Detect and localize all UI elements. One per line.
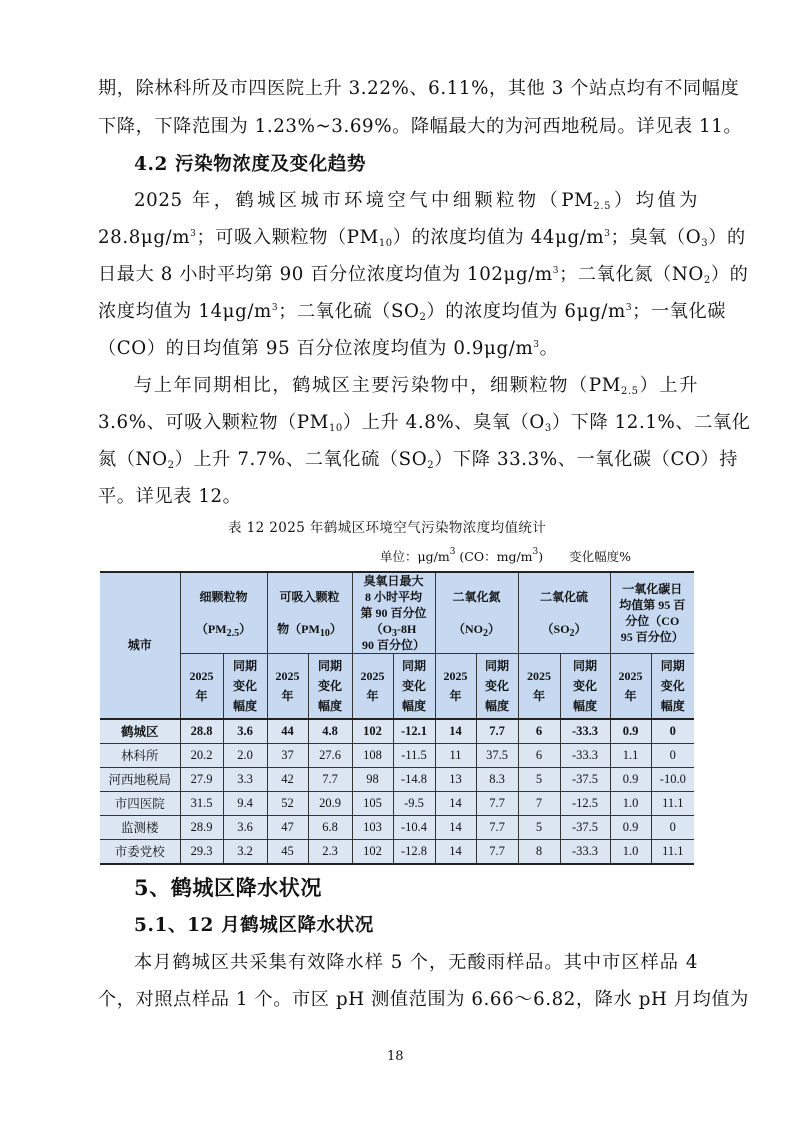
header-pm10	[267, 572, 352, 654]
cell-value: 37.5	[476, 743, 518, 767]
text: 浓度均值为 14μg/m	[98, 301, 272, 322]
text: （O	[370, 622, 392, 636]
cell-value: 0	[651, 719, 694, 744]
cell-value: 52	[267, 791, 308, 815]
text: 幅度	[402, 698, 427, 713]
text: 同期	[402, 658, 427, 673]
text: 年	[624, 688, 637, 703]
cell-value: 11.1	[651, 791, 694, 815]
text: 幅度	[573, 698, 598, 713]
text: 8 小时平均	[365, 590, 423, 604]
text: 2025	[527, 668, 552, 683]
cell-value: 31.5	[180, 791, 223, 815]
cell-value: -12.8	[393, 839, 435, 864]
cell-value: -10.0	[651, 767, 694, 791]
cell-value: 3.3	[223, 767, 267, 791]
cell-value: -37.5	[560, 815, 610, 839]
cell-value: 102	[352, 839, 393, 864]
cell-value: 7.7	[476, 839, 518, 864]
text: 一氧化碳日	[622, 582, 683, 596]
subheader-year	[267, 654, 308, 719]
text: ）	[239, 622, 252, 636]
cell-value: -12.5	[560, 791, 610, 815]
text: 同期	[573, 658, 598, 673]
text: ）的浓度均值为 6μg/m	[426, 301, 626, 322]
cell-value: -11.5	[393, 743, 435, 767]
pollutant-table	[100, 571, 694, 865]
text: （NO	[453, 622, 484, 636]
text: 幅度	[485, 698, 510, 713]
cell-value: 13	[435, 767, 476, 791]
cell-value: -33.3	[560, 839, 610, 864]
text: 幅度	[660, 698, 685, 713]
text: 90 百分位）	[362, 638, 426, 652]
header-city: 城市	[100, 572, 180, 719]
cell-value: 98	[352, 767, 393, 791]
subheader-change	[308, 654, 352, 719]
cell-value: 6	[518, 719, 560, 744]
text: ）上升 4.8%、臭氧（O	[342, 412, 545, 433]
cell-value: 2.0	[223, 743, 267, 767]
superscript: 3	[604, 229, 611, 239]
text: 年	[366, 688, 379, 703]
subheader-year	[610, 654, 651, 719]
text: 分位（CO	[625, 614, 680, 628]
subheader-year	[180, 654, 223, 719]
text: 28.8μg/m	[98, 227, 191, 248]
cell-value: 3.6	[223, 719, 267, 744]
text: 细颗粒物	[199, 590, 248, 604]
text: 日最大 8 小时平均第 90 百分位浓度均值为 102μg/m	[98, 264, 553, 285]
cell-value: 28.8	[180, 719, 223, 744]
text: ）上升 7.7%、二氧化硫（SO	[174, 449, 428, 470]
text: 变化	[485, 678, 510, 693]
cell-value: 0.9	[610, 767, 651, 791]
cell-value: 1.1	[610, 743, 651, 767]
subscript: 10	[328, 423, 343, 434]
superscript: 3	[552, 266, 560, 276]
cell-value: 8	[518, 839, 560, 864]
paragraph-line: 期，除林科所及市四医院上升 3.22%、6.11%，其他 3 个站点均有不同幅度	[98, 78, 740, 99]
subscript: 2	[483, 628, 489, 639]
subheader-change	[651, 654, 694, 719]
header-so2	[518, 572, 610, 654]
subheader-year	[518, 654, 560, 719]
text: ；二氧化硫（SO	[278, 301, 420, 322]
cell-value: 45	[267, 839, 308, 864]
cell-value: -9.5	[393, 791, 435, 815]
text: 年	[533, 688, 546, 703]
text: 2025	[189, 668, 214, 683]
cell-value: 102	[352, 719, 393, 744]
text: 2025	[443, 668, 468, 683]
text: 第 90 百分位	[360, 606, 427, 620]
text: （SO	[541, 622, 570, 636]
subscript: 2	[419, 312, 427, 323]
paragraph-line: 个，对照点样品 1 个。市区 pH 测值范围为 6.66～6.82，降水 pH 月均值为	[98, 989, 749, 1010]
text: 可吸入颗粒	[279, 590, 340, 604]
subscript: 2.5	[226, 628, 240, 639]
text: 变化	[402, 678, 427, 693]
text: 年	[195, 688, 208, 703]
cell-value: 1.0	[610, 791, 651, 815]
section-heading-4-2: 4.2 污染物浓度及变化趋势	[134, 154, 367, 175]
cell-value: -37.5	[560, 767, 610, 791]
text: ）上升	[638, 375, 698, 396]
text: ；臭氧（O	[610, 227, 702, 248]
cell-value: 20.9	[308, 791, 352, 815]
cell-value: 2.3	[308, 839, 352, 864]
subscript: 3	[392, 628, 397, 639]
cell-value: 103	[352, 815, 393, 839]
table-row	[100, 791, 694, 815]
cell-value: 14	[435, 791, 476, 815]
cell-value: 5	[518, 815, 560, 839]
table-row	[100, 743, 694, 767]
cell-value: 6.8	[308, 815, 352, 839]
text: 同期	[232, 658, 257, 673]
paragraph-line: 下降，下降范围为 1.23%~3.69%。降幅最大的为河西地税局。详见表 11。	[98, 116, 743, 137]
subscript: 3	[701, 238, 709, 249]
superscript: 3	[190, 229, 197, 239]
cell-value: 3.6	[223, 815, 267, 839]
text: ）下降 33.3%、一氧化碳（CO）持	[434, 449, 739, 470]
cell-city: 市四医院	[100, 791, 180, 815]
text: ）	[329, 622, 342, 636]
cell-value: 0	[651, 815, 694, 839]
text: 变化幅度%	[569, 549, 632, 564]
cell-value: 20.2	[180, 743, 223, 767]
cell-value: 37	[267, 743, 308, 767]
cell-city: 河西地税局	[100, 767, 180, 791]
text: 幅度	[232, 698, 257, 713]
subscript: 2	[427, 460, 435, 471]
paragraph-line	[134, 190, 698, 212]
cell-value: 7.7	[308, 767, 352, 791]
subheader-change	[393, 654, 435, 719]
superscript: 3	[449, 547, 456, 557]
text: （PM	[195, 622, 227, 636]
text: ；可吸入颗粒物（PM	[196, 227, 379, 248]
text: ）下降 12.1%、二氧化	[551, 412, 751, 433]
text: 95 百分位）	[620, 630, 684, 644]
cell-value: 14	[435, 815, 476, 839]
subscript: 3	[544, 423, 552, 434]
cell-value: -10.4	[393, 815, 435, 839]
cell-value: 29.3	[180, 839, 223, 864]
paragraph-line	[98, 449, 739, 471]
paragraph-line	[98, 301, 727, 323]
text: 同期	[485, 658, 510, 673]
subheader-change	[560, 654, 610, 719]
cell-value: 7	[518, 791, 560, 815]
cell-value: 11.1	[651, 839, 694, 864]
subscript: 2	[167, 460, 175, 471]
cell-value: 44	[267, 719, 308, 744]
text: -8H	[397, 622, 417, 636]
subscript: 10	[378, 238, 393, 249]
cell-value: 14	[435, 719, 476, 744]
text: 均值第 95 百	[619, 598, 686, 612]
text: (CO：mg/m	[455, 549, 533, 564]
cell-value: 9.4	[223, 791, 267, 815]
text: ）的	[710, 264, 749, 285]
cell-value: 11	[435, 743, 476, 767]
cell-value: 47	[267, 815, 308, 839]
subheader-change	[223, 654, 267, 719]
cell-value: 27.6	[308, 743, 352, 767]
subheader-year	[435, 654, 476, 719]
table-caption: 表 12 2025 年鹤城区环境空气污染物浓度均值统计	[228, 520, 547, 536]
paragraph-line	[134, 375, 698, 397]
cell-value: 28.9	[180, 815, 223, 839]
cell-city: 监测楼	[100, 815, 180, 839]
cell-value: 3.2	[223, 839, 267, 864]
text: ）	[574, 622, 587, 636]
text: 变化	[232, 678, 257, 693]
text: 物（PM	[277, 622, 320, 636]
cell-value: 108	[352, 743, 393, 767]
cell-city: 林科所	[100, 743, 180, 767]
cell-value: 0	[651, 743, 694, 767]
text: )	[538, 549, 544, 564]
text: ）均值为	[611, 190, 699, 211]
cell-value: 1.0	[610, 839, 651, 864]
header-pm25	[180, 572, 267, 654]
cell-value: 5	[518, 767, 560, 791]
subheader-change	[476, 654, 518, 719]
paragraph-line	[98, 412, 751, 434]
text: 与上年同期相比，鹤城区主要污染物中，细颗粒物（PM	[134, 375, 621, 396]
cell-value: 27.9	[180, 767, 223, 791]
page-number: 18	[387, 1049, 404, 1064]
text: ）的	[708, 227, 746, 248]
table-row	[100, 839, 694, 864]
table-row	[100, 767, 694, 791]
cell-value: -33.3	[560, 719, 610, 744]
paragraph-line: 本月鹤城区共采集有效降水样 5 个，无酸雨样品。其中市区样品 4	[134, 952, 698, 973]
header-no2	[435, 572, 518, 654]
cell-value: -12.1	[393, 719, 435, 744]
cell-value: 0.9	[610, 815, 651, 839]
cell-value: -33.3	[560, 743, 610, 767]
text: 2025	[275, 668, 300, 683]
paragraph-line	[98, 338, 698, 360]
text: ；二氧化氮（NO	[559, 264, 704, 285]
cell-value: 42	[267, 767, 308, 791]
table-unit-note	[380, 547, 631, 565]
text: 二氧化硫	[540, 590, 589, 604]
text: ；一氧化碳	[632, 301, 727, 322]
cell-value: -14.8	[393, 767, 435, 791]
text: 2025	[618, 668, 643, 683]
subscript: 2.5	[593, 201, 612, 212]
superscript: 3	[532, 547, 539, 557]
cell-value: 7.7	[476, 791, 518, 815]
text: 臭氧日最大	[363, 574, 424, 588]
superscript: 3	[271, 303, 279, 313]
cell-value: 4.8	[308, 719, 352, 744]
paragraph-line: 平。详见表 12。	[98, 486, 242, 507]
cell-value: 7.7	[476, 719, 518, 744]
cell-value: 6	[518, 743, 560, 767]
section-heading-5-1: 5.1、12 月鹤城区降水状况	[134, 915, 374, 936]
subscript: 2	[703, 275, 711, 286]
cell-value: 0.9	[610, 719, 651, 744]
paragraph-line	[98, 264, 749, 286]
cell-city: 市委党校	[100, 839, 180, 864]
text: 变化	[317, 678, 342, 693]
header-co	[610, 572, 694, 654]
text: 年	[281, 688, 294, 703]
text: 二氧化氮	[452, 590, 501, 604]
text: 同期	[317, 658, 342, 673]
table-row	[100, 815, 694, 839]
header-o3	[352, 572, 435, 654]
cell-value: 14	[435, 839, 476, 864]
text: ）	[488, 622, 501, 636]
subscript: 2	[569, 628, 575, 639]
text: 幅度	[317, 698, 342, 713]
superscript: 3	[533, 340, 540, 350]
cell-value: 8.3	[476, 767, 518, 791]
text: 3.6%、可吸入颗粒物（PM	[98, 412, 329, 433]
text: 2025 年，鹤城区城市环境空气中细颗粒物（PM	[134, 190, 594, 211]
text: ）的浓度均值为 44μg/m	[392, 227, 605, 248]
subheader-year	[352, 654, 393, 719]
text: 变化	[660, 678, 685, 693]
text: 变化	[573, 678, 598, 693]
text: 氮（NO	[98, 449, 168, 470]
table-row	[100, 719, 694, 744]
superscript: 3	[625, 303, 633, 313]
text: 。	[539, 338, 559, 359]
cell-value: 105	[352, 791, 393, 815]
subscript: 10	[319, 628, 330, 639]
section-heading-5: 5、鹤城区降水状况	[134, 875, 323, 900]
subscript: 2.5	[620, 386, 639, 397]
text: 单位：μg/m	[380, 549, 450, 564]
cell-city: 鹤城区	[100, 719, 180, 744]
text: 同期	[660, 658, 685, 673]
paragraph-line	[98, 227, 746, 249]
text: 年	[449, 688, 462, 703]
text: （CO）的日均值第 95 百分位浓度均值为 0.9μg/m	[98, 338, 534, 359]
cell-value: 7.7	[476, 815, 518, 839]
text: 2025	[360, 668, 385, 683]
